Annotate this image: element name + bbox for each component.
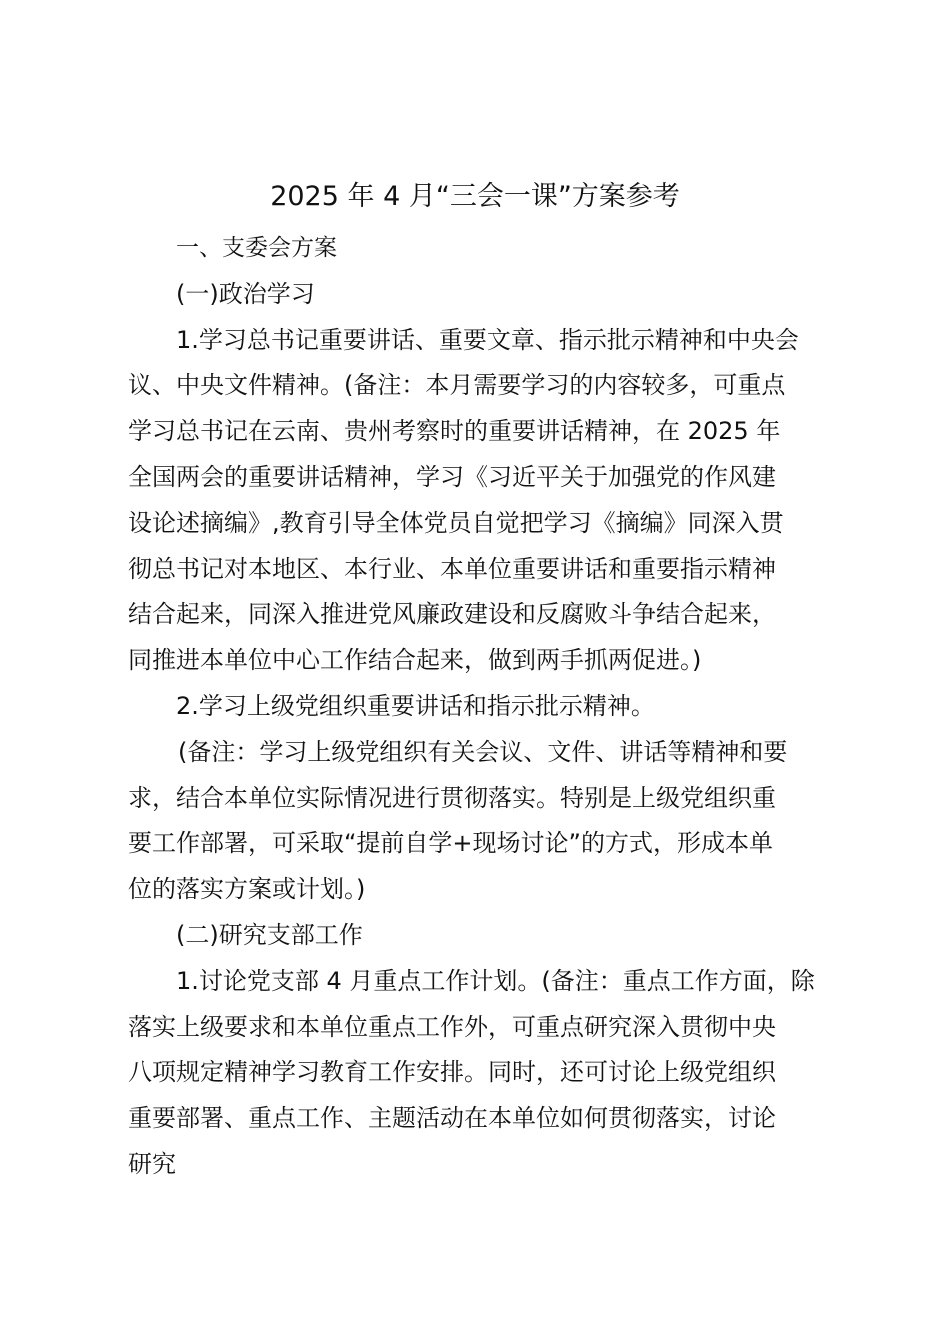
paragraph-line: 八项规定精神学习教育工作安排。同时，还可讨论上级党组织 [128, 1058, 776, 1087]
paragraph-line: 1.学习总书记重要讲话、重要文章、指示批示精神和中央会 [176, 325, 799, 354]
paragraph-line: 同推进本单位中心工作结合起来，做到两手抓两促进。) [128, 646, 702, 675]
paragraph-line: 彻总书记对本地区、本行业、本单位重要讲话和重要指示精神 [128, 554, 776, 583]
paragraph-line: 2.学习上级党组织重要讲话和指示批示精神。 [176, 691, 655, 720]
paragraph-line: 位的落实方案或计划。) [128, 875, 366, 904]
subsection-heading: (一)政治学习 [176, 279, 315, 308]
paragraph-line: (备注：学习上级党组织有关会议、文件、讲话等精神和要 [178, 737, 788, 766]
paragraph-line: 1.讨论党支部 4 月重点工作计划。(备注：重点工作方面，除 [176, 966, 815, 995]
subsection-heading: (二)研究支部工作 [176, 920, 363, 949]
paragraph-line: 重要部署、重点工作、主题活动在本单位如何贯彻落实，讨论 [128, 1104, 776, 1133]
paragraph-line: 落实上级要求和本单位重点工作外，可重点研究深入贯彻中央 [128, 1012, 776, 1041]
section-heading: 一、支委会方案 [176, 235, 337, 261]
document-title: 2025 年 4 月“三会一课”方案参考 [270, 181, 680, 212]
paragraph-line: 议、中央文件精神。(备注：本月需要学习的内容较多，可重点 [128, 371, 786, 400]
paragraph-line: 求，结合本单位实际情况进行贯彻落实。特别是上级党组织重 [128, 783, 776, 812]
paragraph-line: 结合起来，同深入推进党风廉政建设和反腐败斗争结合起来， [128, 600, 776, 629]
document-body [128, 226, 828, 1188]
paragraph-line: 研究 [128, 1149, 176, 1178]
paragraph-line: 要工作部署，可采取“提前自学+现场讨论”的方式，形成本单 [128, 829, 773, 858]
paragraph-line: 全国两会的重要讲话精神，学习《习近平关于加强党的作风建 [128, 462, 776, 491]
paragraph-line: 学习总书记在云南、贵州考察时的重要讲话精神，在 2025 年 [128, 417, 781, 446]
paragraph-line: 设论述摘编》,教育引导全体党员自觉把学习《摘编》同深入贯 [128, 508, 784, 537]
